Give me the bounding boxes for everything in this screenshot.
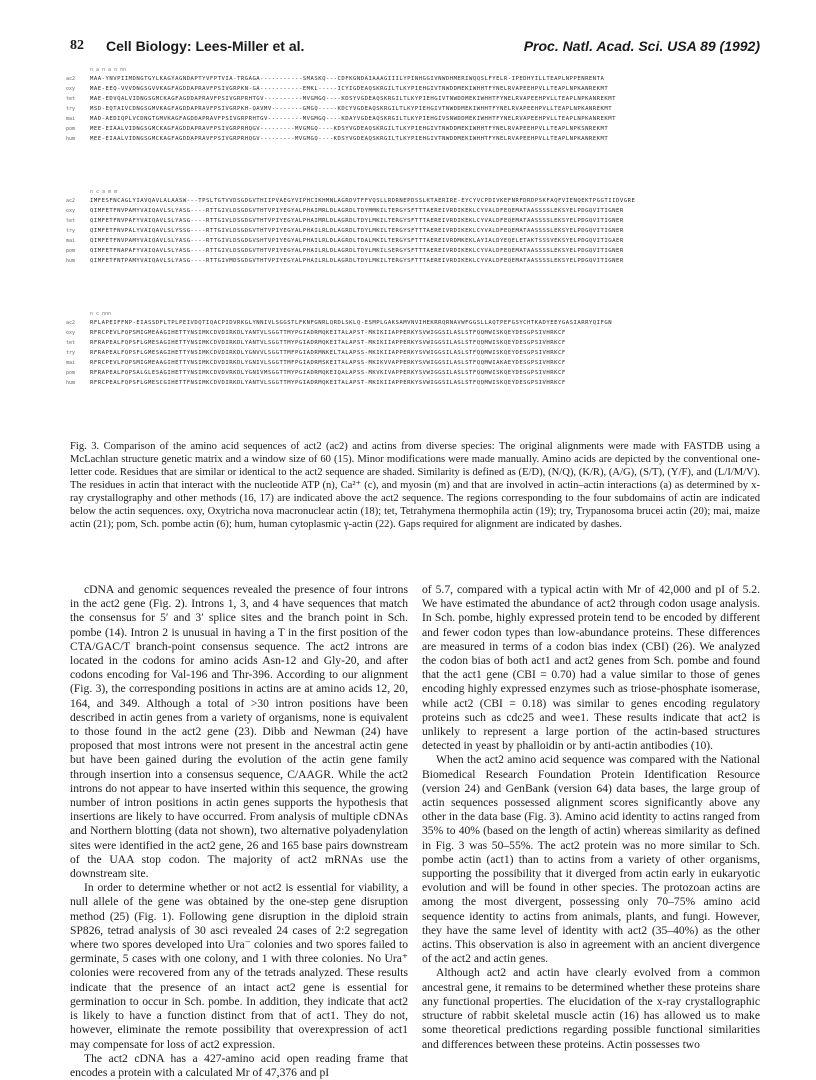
species-label: try	[66, 106, 76, 112]
amino-acid-sequence: QIMFETFNVPAFYVAIQAVLSLYASG----RTTGIVLDSGDGVTHTVPIYEGYALPHAIMRLDLAGRDLTDYLMKILTERGYSFTTTAEREIVRDIKEKLCYVALDFEQEMATAASSSSLEKSYELPDGQVITIGNER	[90, 218, 624, 224]
amino-acid-sequence: QIMFETFNVPAMYVAIQAVLSLYASG----RTTGIVLDSGDGVTHTVPIYEGYALPHAIMRLDLAGRDLTDYMMKILTERGYSFTTTAEREIVRDIKEKLCYVALDFEQEMATAASSSSLEKSYELPDGQVITIGNER	[90, 208, 624, 214]
sequence-row	[66, 328, 760, 338]
species-label: ac2	[66, 320, 76, 326]
species-label: hum	[66, 136, 76, 142]
sequence-row	[66, 114, 760, 124]
species-label: mai	[66, 116, 76, 122]
amino-acid-sequence: MEE-EIAALVIDNGSGMCKAGFAGDDAPRAVFPSIVGRPRHQGV---------MVGMGQ----KDSYVGDEAQSKRGILTLKYPIEHGIVTNWDDMEKIWHHTFYNELRVAPEEHPVLLTEAPLNPKANREKMT	[90, 136, 609, 142]
page-header	[70, 38, 760, 60]
amino-acid-sequence: MAE-EDVQALVIDNGSGMCKAGFAGDDAPRAVFPSIVGRPRHTGV----------MVGMGQ----KDSYVGDEAQSKRGILTLKYPIEHGIVTNWDDMEKIWHHTFYNELRVAPEEHPVLLTEAPLNPKANREKMT	[90, 96, 617, 102]
amino-acid-sequence: MAE-EEQ-VVVDNGSGVVKAGFAGDDAPRAVFPSIVGRPKN-GA-----------EMKL-----ICYIGDEAQSKRGILTLKYPIEHGIVTNWDDMEKIWHHTFYNELRVAPEEHPVLLTEAPLNPKANREKMT	[90, 86, 609, 92]
sequence-row	[66, 378, 760, 388]
sequence-row	[66, 216, 760, 226]
sequence-row	[66, 94, 760, 104]
sequence-row	[66, 84, 760, 94]
sequence-row	[66, 256, 760, 266]
alignment-block	[66, 310, 760, 388]
sequence-row	[66, 318, 760, 328]
amino-acid-sequence: RFRAPEALFQPSFLGMESAGIHETTYNSIMKCDVDIRKDLYGNVVLSGGTTMFPGIADRMNKELTALAPSS-MKIKIIAPPERKYSVWIGGSILASLSTFQQMWISKQEYDESGPSIVHRKCF	[90, 350, 566, 356]
body-paragraph: Although act2 and actin have clearly evolved from a common ancestral gene, it remains to be determined whether these proteins share any functional properties. The elucidation of the x-ray crystallographic structure of rabbit skeletal muscle actin (16) has allowed us to make some theoretical predictions regarding possible functional similarities and differences between these proteins. Actin possesses two	[422, 966, 760, 1051]
sequence-row	[66, 348, 760, 358]
amino-acid-sequence: IMFESFNCAGLYIAVQAVLALAASW---TPSLTGTVVDSGDGVTHIIPVAEGYVIPHCIKHMNLAGRDVTFFVQSLLRDRNEPDSSLKTAERIRE-EYCYVCPDIVKEFNRFDRDPSKFAQFVIENQEKTPGGTIIDVGRE	[90, 198, 636, 204]
amino-acid-sequence: QIMFETFNVPALYVAIQAVLSLYSSG----RTTGIVLDSGDGVTHTVPIYEGYALPHAILRLDLAGRDLTDYLMKILTERGYSFTTTAEREIVRDIKEKLCYVALDFEQEMATAASSSSLEKSYELPDGQVITIGNER	[90, 228, 624, 234]
species-label: pom	[66, 248, 76, 254]
amino-acid-sequence: RFRAPEALFQPSALGLESAGIHETTYNSIMKCDVDVRKDLYGNIVMSGGTTMYPGIADRMQKEIQALAPSS-MKVKIVAPPERKYSVWIGGSILASLSTFQQMWISKQEYDESGPSIVHRKCF	[90, 370, 566, 376]
amino-acid-sequence: RFLAPEIFFNP-EIASSDFLTPLPEIVDQTIQACPIDVRKGLYNNIVLSGGSTLFKNFGNRLQRDLSKLQ-ESMPLGAKSAMVNVIHEKRRQRNAVWFGGSLLAQTPEFGSYCHTKADYEEYGASIARRYQIFGN	[90, 320, 613, 326]
species-label: pom	[66, 126, 76, 132]
species-label: pom	[66, 370, 76, 376]
alignment-block	[66, 66, 760, 144]
amino-acid-sequence: MSD-EQTAIVCDNGSGMVKAGFAGDDAPRAVFPSIVGRPKH-QAVMV--------GMGQ-----KDCYVGDEAQSKRGILTLKYPIEHGIVTNWDDMEKIWHHTFYNELRVAPEEHPVLLTEAPLNPKANREKMT	[90, 106, 613, 112]
sequence-row	[66, 74, 760, 84]
species-label: oxy	[66, 330, 76, 336]
amino-acid-sequence: MAA-YNVPIIMDNGTGYLKAGYAGNDAPTYVFPTVIA-TRGAGA-----------SMASKQ---CDFKGNDAIAAAGIIILYPINHGGIVNWDHMERIWQQSLFYELR-IPEDHYILLTEAPLNPPENRENTA	[90, 76, 605, 82]
running-title-right: Proc. Natl. Acad. Sci. USA 89 (1992)	[523, 38, 760, 54]
interaction-annotation: n a n a n nn	[90, 67, 127, 73]
species-label: try	[66, 228, 76, 234]
body-paragraph: When the act2 amino acid sequence was compared with the National Biomedical Research Foundation Protein Identification Resource (version 24) and GenBank (version 64) data bases, the large group of actin sequences possessed alignment scores significantly above any other in the data base (Fig. 3). Amino acid identity to actins ranged from 35% to 40% (based on the length of actin) whereas similarity as defined in Fig. 3 was 50–55%. The act2 protein was no more similar to Sch. pombe actin (act1) than to actins from a variety of other organisms, supporting the possibility that it diverged from actin early in eukaryotic evolution and will be found in other species. The protozoan actins are among the most divergent, possessing only 70–75% amino acid sequence identity to actins from animals, plants, and fungi. However, they have the same level of identity with act2 (35–40%) as the other actins. This observation is also in agreement with an ancient divergence of the act2 and actin genes.	[422, 753, 760, 966]
sequence-row	[66, 338, 760, 348]
sequence-row	[66, 134, 760, 144]
sequence-row	[66, 196, 760, 206]
amino-acid-sequence: QIMFETFNTPAMYVAIQAVLSLYASG----RTTGIVMDSGDGVTHTVPIYEGYALPHAILRLDLAGRDLTDYLMKILTERGYSFTTTAEREIVRDIKEKLCYVALDFEQEMATAASSSSLEKSYELPDGQVITIGNER	[90, 258, 624, 264]
amino-acid-sequence: QIMFETFNVPAMYVAIQAVLSLYASG----RTTGIVLDSGDGVSHTVPIYEGYALPHAILRLDLAGRDLTDALMKILTERGYSFTTTAEREIVRDMKEKLAYIALDYEQELETAKTSSSVEKSYELPDGQVITIGAER	[90, 238, 624, 244]
sequence-row	[66, 358, 760, 368]
figure-caption	[70, 440, 760, 531]
species-label: ac2	[66, 198, 76, 204]
sequence-row	[66, 104, 760, 114]
sequence-row	[66, 368, 760, 378]
species-label: tet	[66, 96, 76, 102]
species-label: hum	[66, 380, 76, 386]
body-paragraph: The act2 cDNA has a 427-amino acid open reading frame that encodes a protein with a calculated Mr of 47,376 and pI	[70, 1051, 408, 1079]
sequence-row	[66, 246, 760, 256]
amino-acid-sequence: QIMFETFNAPAFYVAIQAVLSLYASG----RTTGIVLDSGDGVTHTVPIYEGYALPHAILRLDLAGRDLTDYLMKILSERGYSFTTTAEREIVRDIKEKLCYVALDFEQEMATAASSSSLEKSYELPDGQVITIGNER	[90, 248, 624, 254]
species-label: mai	[66, 360, 76, 366]
sequence-row	[66, 206, 760, 216]
amino-acid-sequence: RFRCPEALFQPSFLGMESCGIHETTFNSIMKCDVDIRKDLYANTVLSGGTTMYPGIADRMQKEITALAPST-MKIKIIAPPERKYSVWIGGSILASLSTFQQMWISKQEYDESGPSIVHRKCF	[90, 380, 566, 386]
amino-acid-sequence: MAD-AEDIQPLVCDNGTGMVKAGFAGDDAPRAVFPSIVGRPRHTGV---------MVGMGQ----KDAYVGDEAQSKRGILTLKYPIEHGIVSNWDDMEKIWHHTFYNELRVAPEEHPVLLTEAPLNPKANREKMT	[90, 116, 617, 122]
species-label: mai	[66, 238, 76, 244]
body-paragraph: cDNA and genomic sequences revealed the presence of four introns in the act2 gene (Fig. 2). Introns 1, 3, and 4 have sequences that match the consensus for 5′ and 3′ splice sites and the branch point in Sch. pombe (14). Intron 2 is unusual in having a T in the first position of the CTA/GAC/T branch-point consensus sequence. The act2 introns are located in the codons for amino acids Asn-12 and Gly-20, and after codons encoding for Val-196 and Thr-396. According to our alignment (Fig. 3), the corresponding positions in actins are at amino acids 12, 20, 164, and 349. Although a total of >30 intron positions have been described in actin genes from a variety of organisms, none is equivalent to those found in the act2 gene (23). Dibb and Newman (24) have proposed that most introns were not present in the ancestral actin gene but have been gained during the evolution of the actin gene family through insertion into a consensus sequence, C/AAGR. While the act2 introns do not appear to have inserted within this sequence, the growing number of intron positions in actin genes supports the hypothesis that insertions are likely to have occurred. From analysis of multiple cDNAs and Northern blotting (data not shown), two alternative polyadenylation sites were identified in the act2 gene, 26 and 165 base pairs downstream of the UAA stop codon. The majority of act2 mRNAs use the downstream site.	[70, 583, 408, 881]
left-text-column	[70, 583, 408, 1080]
alignment-block	[66, 188, 760, 266]
interaction-annotation: n c a m m	[90, 189, 118, 195]
sequence-row	[66, 226, 760, 236]
species-label: try	[66, 350, 76, 356]
body-paragraph: In order to determine whether or not act2 is essential for viability, a null allele of the gene was obtained by the one-step gene disruption method (25) (Fig. 1). Following gene disruption in the diploid strain SP826, tetrad analysis of 30 asci revealed 24 cases of 2:2 segregation where two spores developed into Ura⁻ colonies and two spores failed to germinate, 5 cases with one colony, and 1 with three colonies. No Ura⁺ colonies were recovered from any of the tetrads analyzed. These results indicate that the presence of an intact act2 gene is essential for germination to occur in Sch. pombe. In addition, they indicate that act2 is likely to have a function distinct from that of act1. They do not, however, eliminate the remote possibility that overexpression of act1 may compensate for loss of act2 expression.	[70, 881, 408, 1051]
species-label: ac2	[66, 76, 76, 82]
amino-acid-sequence: RFRCPEVLFQPSMIGMEAAGIHETTYNSIMKCDVDIRKDLYANTVLSGGTTMYPGIADRMQKEITALAPST-MKIKIIAPPERKYSVWIGGSILASLSTFQQMWISKQEYDESGPSIVHRKCF	[90, 330, 566, 336]
figure-caption-text: Comparison of the amino acid sequences of act2 (ac2) and actins from diverse species: The original alignments were made with FASTDB using a McLachlan structure genetic matrix and a window size of 60 (15). Minor modifications were made manually. Amino acids are depicted by the conventional one-letter code. Residues that are similar or identical to the act2 sequence are shaded. Similarity is defined as (E/D), (N/Q), (K/R), (A/G), (S/T), (Y/F), and (L/I/M/V). The residues in actin that interact with the nucleotide ATP (n), Ca²⁺ (c), and myosin (m) and that are involved in actin–actin interactions (a) as determined by x-ray crystallography and other methods (16, 17) are indicated above the act2 sequence. The regions corresponding to the four subdomains of actin are indicated below the actin sequences. oxy, Oxytricha nova macronuclear actin (18); tet, Tetrahymena thermophila actin (19); try, Trypanosoma brucei actin (20); mai, maize actin (21); pom, Sch. pombe actin (6); hum, human cytoplasmic γ-actin (22). Gaps required for alignment are indicated by dashes.	[70, 441, 760, 530]
page-number: 82	[70, 38, 84, 53]
amino-acid-sequence: MEE-EIAALVIDNGSGMCKAGFAGDDAPRAVFPSIVGRPRHQGV---------MVGMGQ----KDSYVGDEAQSKRGILTLKYPIEHGIVTNWDDMEKIWHHTFYNELRVAPEEHPVLLTEAPLNPKSNREKMT	[90, 126, 609, 132]
sequence-alignment-figure	[66, 66, 760, 418]
amino-acid-sequence: RFRCPEVLFQPSMIGMEAAGIHETTYNSIMKCDVDIRKDLYGNIVLSGGTTMFPGIADRMSKEITALAPSS-MKIKVVAPPERKYSVWIGGSILASLSTFQQMWIAKAEYDESGPSIVHRKCF	[90, 360, 566, 366]
figure-label: Fig. 3.	[70, 441, 100, 452]
species-label: oxy	[66, 208, 76, 214]
right-text-column	[422, 583, 760, 1052]
sequence-row	[66, 124, 760, 134]
running-title-left: Cell Biology: Lees-Miller et al.	[106, 38, 305, 54]
species-label: tet	[66, 218, 76, 224]
species-label: oxy	[66, 86, 76, 92]
amino-acid-sequence: RFRAPEALFQPSFLGMESAGIHETTYNSIMKCDVDIRKDLYANTVLSGGTTMYPGIADRMQKEITALAPST-MKIKIIAPPERKYSVWIGGSILASLSTFQQMWISKQEYDESGPSIVHRKCF	[90, 340, 566, 346]
species-label: tet	[66, 340, 76, 346]
species-label: hum	[66, 258, 76, 264]
body-paragraph: of 5.7, compared with a typical actin with Mr of 42,000 and pI of 5.2. We have estimated the abundance of act2 through codon usage analysis. In Sch. pombe, highly expressed protein tend to be encoded by different and fewer codon types than low-abundance proteins. These differences are measured in terms of a codon bias index (CBI) (26). We analyzed the codon bias of both act1 and act2 genes from Sch. pombe and found that the act1 gene (CBI = 0.70) had a value similar to those of genes encoding highly expressed enzymes such as triose-phosphate isomerase, while act2 (CBI = 0.18) was similar to genes encoding regulatory proteins such as cdc25 and wee1. These results indicate that act2 is unlikely to represent a large portion of the actin-based structures detected in yeast by phalloidin or by anti-actin antibodies (10).	[422, 583, 760, 753]
sequence-row	[66, 236, 760, 246]
interaction-annotation: n c nnn	[90, 311, 112, 317]
